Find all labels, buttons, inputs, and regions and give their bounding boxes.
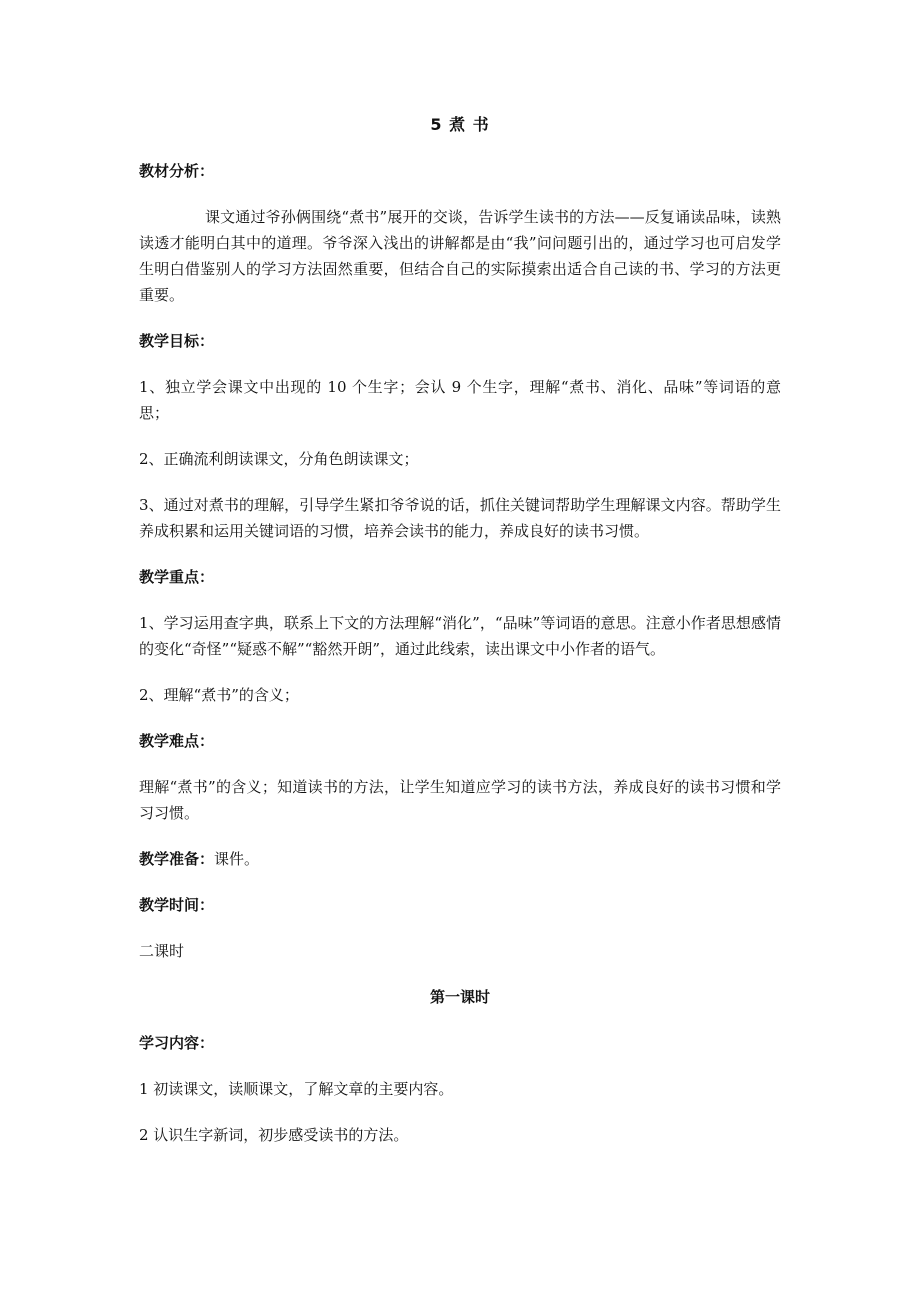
time-value: 二课时 (139, 942, 185, 960)
objective-item-2: 2、正确流利朗读课文，分角色朗读课文； (139, 450, 419, 468)
key-point-item-1: 1、学习运用查字典，联系上下文的方法理解“消化”，“品味”等词语的意思。注意小作者思想感情的变化“奇怪”“疑惑不解”“豁然开朗”，通过此线索，读出课文中小作者的语气。 (139, 614, 781, 658)
section-heading-analysis: 教材分析： (139, 162, 215, 180)
difficulty-paragraph: 理解“煮书”的含义；知道读书的方法，让学生知道应学习的读书方法，养成良好的读书习惯和学习习惯。 (139, 778, 781, 822)
section-heading-objectives: 教学目标： (139, 332, 215, 350)
document-body (139, 112, 781, 1168)
section-heading-time: 教学时间： (139, 896, 215, 914)
preparation-value: 课件。 (214, 850, 260, 868)
preparation-line (139, 846, 781, 872)
section-heading-key-points: 教学重点： (139, 568, 215, 586)
key-point-item-2: 2、理解“煮书”的含义； (139, 686, 299, 704)
objective-item-3: 3、通过对煮书的理解，引导学生紧扣爷爷说的话，抓住关键词帮助学生理解课文内容。帮助学生养成积累和运用关键词语的习惯，培养会读书的能力，养成良好的读书习惯。 (139, 496, 781, 540)
section-heading-content: 学习内容： (139, 1034, 215, 1052)
content-item-2: 2 认识生字新词，初步感受读书的方法。 (139, 1126, 409, 1144)
document-title: 5 煮 书 (430, 115, 490, 134)
section-heading-difficulties: 教学难点： (139, 732, 215, 750)
content-item-1: 1 初读课文，读顺课文，了解文章的主要内容。 (139, 1080, 454, 1098)
objective-item-1: 1、独立学会课文中出现的 10 个生字；会认 9 个生字，理解“煮书、消化、品味”等词语的意思； (139, 378, 781, 422)
preparation-label: 教学准备： (139, 850, 215, 868)
analysis-paragraph: 课文通过爷孙俩围绕“煮书”展开的交谈，告诉学生读书的方法——反复诵读品味，读熟读透才能明白其中的道理。爷爷深入浅出的讲解都是由“我”问问题引出的，通过学习也可启发学生明白借鉴别人的学习方法固然重要，但结合自己的实际摸索出适合自己读的书、学习的方法更重要。 (139, 208, 781, 304)
lesson-title: 第一课时 (429, 988, 490, 1006)
